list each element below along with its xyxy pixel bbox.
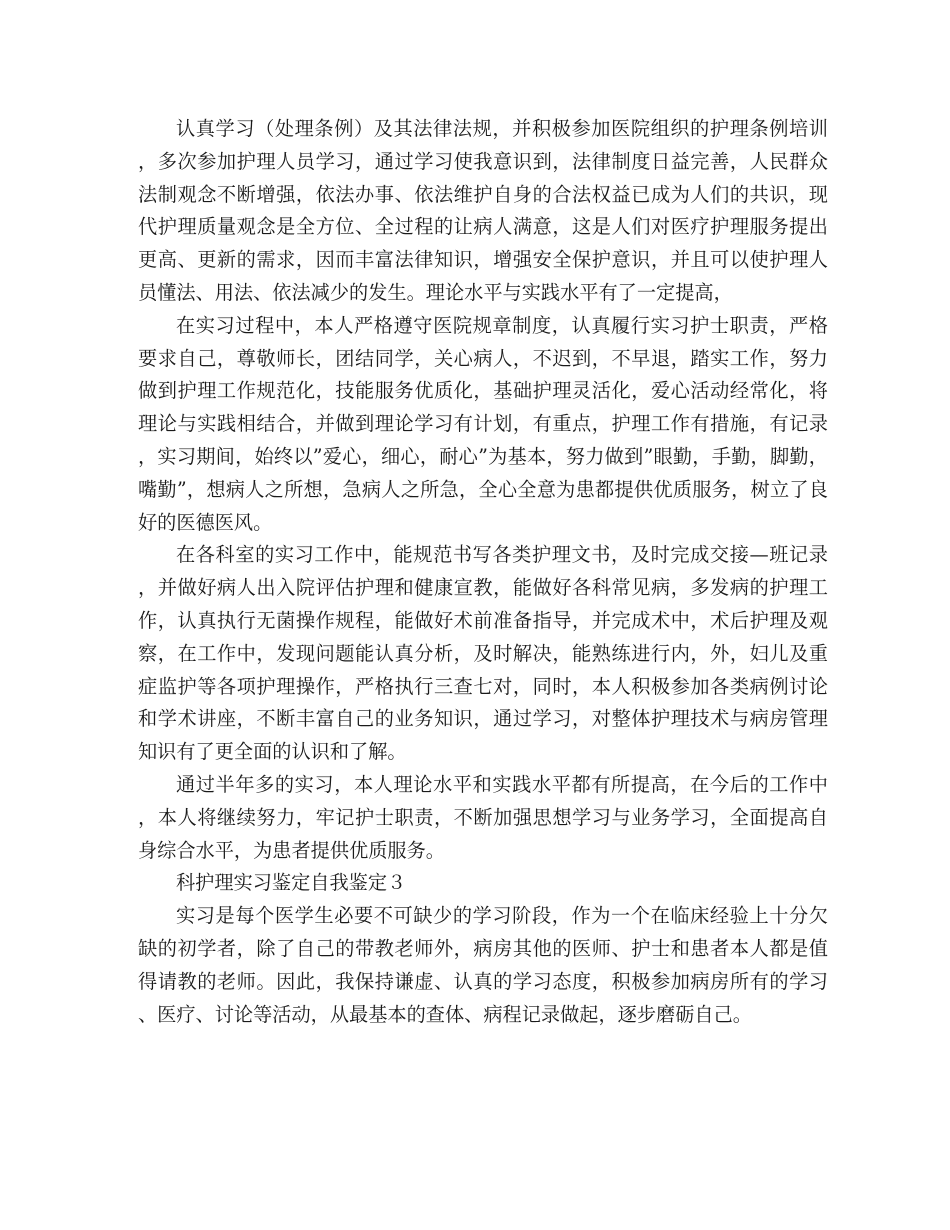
paragraph-legal-study: 认真学习（处理条例）及其法律法规，并积极参加医院组织的护理条例培训，多次参加护理人员学习，通过学习使我意识到，法律制度日益完善，人民群众法制观念不断增强，依法办事、依法维护自身的合法权益已成为人们的共识，现代护理质量观念是全方位、全过程的让病人满意，这是人们对医疗护理服务提出更高、更新的需求，因而丰富法律知识，增强安全保护意识，并且可以使护理人员懂法、用法、依法减少的发生。理论水平与实践水平有了一定提高， <box>138 117 828 304</box>
paragraph-internship-process: 在实习过程中，本人严格遵守医院规章制度，认真履行实习护士职责，严格要求自己，尊敬师长，团结同学，关心病人，不迟到，不早退，踏实工作，努力做到护理工作规范化，技能服务优质化，基础护理灵活化，爱心活动经常化，将理论与实践相结合，并做到理论学习有计划，有重点，护理工作有措施，有记录，实习期间，始终以”爱心，细心，耐心”为基本，努力做到”眼勤，手勤，脚勤，嘴勤”，想病人之所想，急病人之所急，全心全意为患都提供优质服务，树立了良好的医德医风。 <box>138 313 828 534</box>
document-body <box>138 113 828 1031</box>
paragraph-summary: 通过半年多的实习，本人理论水平和实践水平都有所提高，在今后的工作中，本人将继续努力，牢记护士职责，不断加强思想学习与业务学习，全面提高自身综合水平，为患者提供优质服务。 <box>138 772 828 862</box>
section-heading: 科护理实习鉴定自我鉴定３ <box>176 871 407 895</box>
paragraph-learning-stage: 实习是每个医学生必要不可缺少的学习阶段，作为一个在临床经验上十分欠缺的初学者，除了自己的带教老师外，病房其他的医师、护士和患者本人都是值得请教的老师。因此，我保持谦虚、认真的学习态度，积极参加病房所有的学习、医疗、讨论等活动，从最基本的查体、病程记录做起，逐步磨砺自己。 <box>138 904 828 1026</box>
paragraph-department-work: 在各科室的实习工作中，能规范书写各类护理文书，及时完成交接—班记录，并做好病人出入院评估护理和健康宣教，能做好各科常见病，多发病的护理工作，认真执行无菌操作规程，能做好术前准备指导，并完成术中，术后护理及观察，在工作中，发现问题能认真分析，及时解决，能熟练进行内，外，妇儿及重症监护等各项护理操作，严格执行三查七对，同时，本人积极参加各类病例讨论和学术讲座，不断丰富自己的业务知识，通过学习，对整体护理技术与病房管理知识有了更全面的认识和了解。 <box>138 543 828 764</box>
